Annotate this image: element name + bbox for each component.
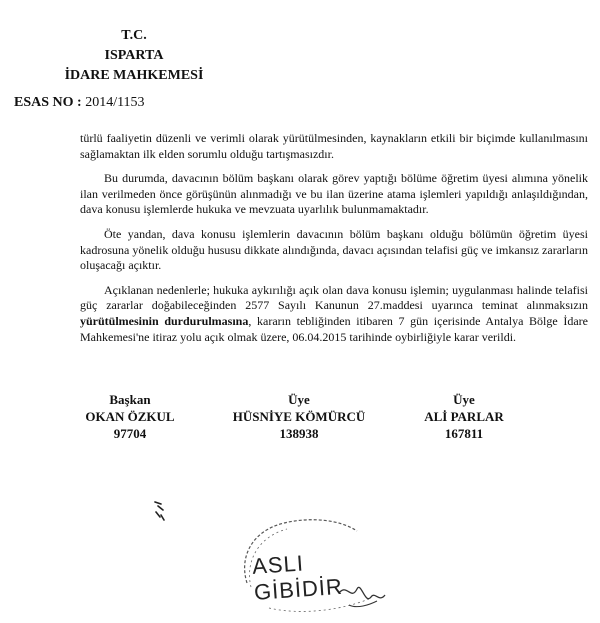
certified-copy-stamp [229,513,394,618]
case-number [14,94,145,112]
ruling-text-before: Açıklanan nedenlerle; hukuka aykırılığı açık olan dava konusu işlemin; uygulanması halinde telafisi güç zararlar doğabileceğinden 2577 Sayılı Kanunun 27.maddesi uyarınca teminat alınmaksızın [80,282,588,313]
signatory-role: Üye [288,392,310,407]
signatory-member-1 [224,391,374,442]
ruling-text-after: , kararın tebliğinden itibaren 7 gün içerisinde Antalya Bölge İdare Mahkemesi'ne itiraz yolu açık olmak üzere, 06.04.2015 tarihinde oybirliğiyle karar verildi. [80,313,588,344]
signatory-name: OKAN ÖZKUL [85,409,175,424]
ink-mark-icon [152,500,166,522]
ruling-bold-text: yürütülmesinin durdurulmasına [80,313,249,328]
decision-body [80,131,588,354]
header-line-court: İDARE MAHKEMESİ [64,68,204,83]
signatory-name: HÜSNİYE KÖMÜRCÜ [232,409,366,424]
case-number-value: 2014/1153 [85,95,145,110]
court-header [14,26,254,86]
signatory-president [55,391,205,442]
paragraph-ruling [80,283,588,345]
paragraph: Öte yandan, dava konusu işlemlerin davacının bölüm başkanı olduğu bölümün öğretim üyesi kadrosuna yönelik olduğu hususu dikkate alındığında, davacı açısından telafisi güç ve imkansız zararların oluşacağı açıktır. [80,226,588,273]
paragraph: Bu durumda, davacının bölüm başkanı olarak görev yaptığı bölüme öğretim üyesi alımına yönelik ilan verilmeden önce görüşünün alınmadığı ve bu ilan üzerine atama işlemleri yapıldığı anlaşıldığından, dava konusu işlemlerde hukuka ve mevzuata uyarlılık bulunmamaktadır. [80,171,588,217]
paragraph: türlü faaliyetin düzenli ve verimli olarak yürütülmesinden, kaynakların etkili bir biçimde kullanılmasını sağlamaktan ilk elden sorumlu olduğu tartışmasızdır. [80,131,588,161]
signatory-number: 167811 [444,426,484,441]
signatory-name: ALİ PARLAR [424,409,504,424]
case-number-label: ESAS NO : [14,95,82,110]
signatory-member-2 [389,391,539,442]
stamp-text: ASLI GİBİDİR [251,550,344,605]
signatory-number: 97704 [113,426,147,441]
signatory-role: Üye [453,392,475,407]
header-line-tc: T.C. [121,28,147,43]
signatory-number: 138938 [279,426,319,441]
header-line-city: ISPARTA [104,48,164,63]
signatory-role: Başkan [109,392,151,407]
